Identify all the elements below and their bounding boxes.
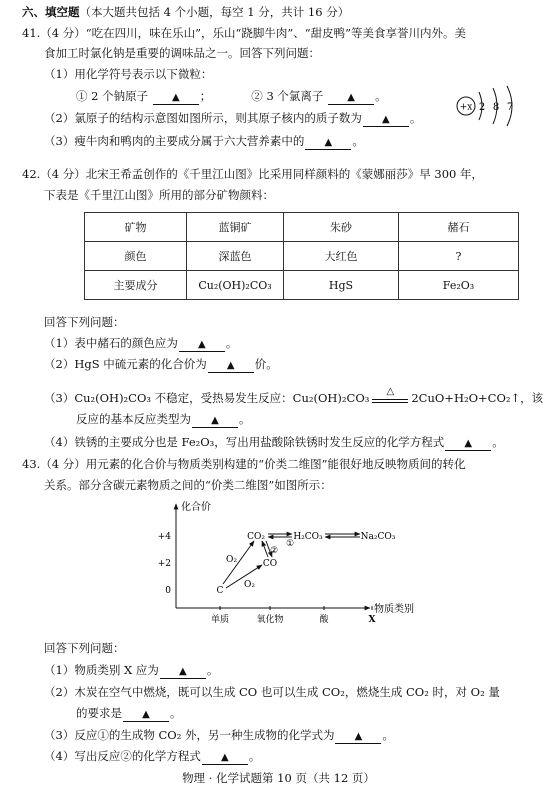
table-row (85, 213, 519, 242)
table-cell: 矿物 (85, 213, 187, 242)
section-heading: 六、填空题（本大题共包括 4 个小题，每空 1 分，共计 16 分） (22, 5, 350, 19)
x-axis-label: 物质类别 (374, 604, 414, 615)
q43-part2-line2: 的要求是▲ 。 (76, 705, 182, 722)
answer-blank[interactable] (305, 136, 351, 150)
q42-ask: 回答下列问题： (44, 315, 125, 329)
q43-stem-line2: 关系。部分含碳元素物质之间的“价类二维图”如图所示： (44, 478, 332, 492)
annotation-o2-upper: O₂ (226, 555, 237, 565)
chart-point-label: CO (262, 559, 278, 569)
annotation-o2-lower: O₂ (244, 580, 255, 590)
answer-blank[interactable] (179, 338, 225, 352)
table-cell: 深蓝色 (187, 242, 284, 271)
x-tick-label: 氧化物 (256, 615, 284, 625)
q42-part1: （1）表中赭石的颜色应为▲ 。 (44, 335, 237, 352)
mineral-pigment-table (84, 212, 519, 300)
heat-condition-arrow (372, 386, 408, 406)
page-footer: 物理 · 化学试题第 10 页（共 12 页） (182, 771, 375, 785)
q41-part1-items: ① 2 个钠原子 ▲ ； ② 3 个氯离子 ▲ 。 (76, 88, 387, 105)
q42-part4: （4）铁锈的主要成分也是 Fe₂O₃，写出用盐酸除铁锈时发生反应的化学方程式▲ 。 (44, 434, 504, 451)
table-cell: 朱砂 (284, 213, 399, 242)
y-tick-label: +2 (157, 559, 171, 569)
valence-category-chart (148, 496, 414, 636)
x-tick-label: 酸 (319, 615, 329, 625)
q43-part3: （3）反应①的生成物 CO₂ 外，另一种生成物的化学式为▲ 。 (44, 727, 394, 744)
table-cell: Cu₂(OH)₂CO₃ (187, 271, 284, 300)
q43-part1: （1）物质类别 X 应为▲ 。 (44, 662, 218, 679)
q42-stem-line2: 下表是《千里江山图》所用的部分矿物颜料： (44, 188, 274, 202)
table-cell: Fe₂O₃ (399, 271, 519, 300)
q43-ask: 回答下列问题： (44, 641, 125, 655)
y-tick-label: 0 (165, 586, 171, 596)
answer-blank[interactable] (328, 91, 374, 105)
q42-part2: （2）HgS 中硫元素的化合价为▲ 价。 (44, 356, 278, 373)
q41-part2: （2）氯原子的结构示意图如图所示，则其原子核内的质子数为▲ 。 (44, 110, 421, 127)
annotation-reaction-2: ② (270, 546, 279, 556)
answer-blank[interactable] (123, 708, 169, 722)
answer-blank[interactable] (445, 437, 491, 451)
answer-blank[interactable] (153, 91, 199, 105)
table-row (85, 242, 519, 271)
table-cell: 颜色 (85, 242, 187, 271)
answer-blank[interactable] (335, 730, 381, 744)
x-tick-label: 单质 (210, 615, 230, 625)
answer-blank[interactable] (160, 665, 206, 679)
q43-stem-line1: 43.（4 分）用元素的化合价与物质类别构建的“价类二维图”能很好地反映物质间的转化 (22, 457, 466, 471)
shell-3-count: 7 (506, 102, 514, 113)
nucleus-label: +x (459, 102, 473, 113)
table-row (85, 271, 519, 300)
q41-part1: （1）用化学符号表示以下微粒： (44, 67, 213, 81)
q42-stem-line1: 42.（4 分）北宋王希孟创作的《千里江山图》比采用同样颜料的《蒙娜丽莎》早 300 年， (22, 167, 484, 181)
table-cell: 赭石 (399, 213, 519, 242)
chart-point-label: CO₂ (247, 532, 265, 542)
chart-point-label: Na₂CO₃ (360, 532, 396, 542)
heat-symbol: △ (386, 386, 395, 397)
q41-part3: （3）瘦牛肉和鸭肉的主要成分属于六大营养素中的▲ 。 (44, 133, 364, 150)
answer-blank[interactable] (192, 414, 238, 428)
table-cell: ? (399, 242, 519, 271)
q43-part2-line1: （2）木炭在空气中燃烧，既可以生成 CO 也可以生成 CO₂，燃烧生成 CO₂ 时，对 O₂ 量 (44, 685, 500, 699)
shell-2-count: 8 (492, 102, 500, 113)
chart-point-label: C (216, 586, 224, 596)
y-axis-label: 化合价 (181, 502, 211, 513)
q42-part3-line1: （3）Cu₂(OH)₂CO₃ 不稳定，受热易发生反应：Cu₂(OH)₂CO₃ △ 2CuO+H₂O+CO₂↑，该 (44, 386, 544, 405)
q43-part4: （4）写出反应②的化学方程式▲ 。 (44, 748, 260, 765)
table-cell: 大红色 (284, 242, 399, 271)
chart-point-label: H₂CO₃ (293, 532, 323, 542)
answer-blank[interactable] (363, 113, 409, 127)
shell-1-count: 2 (478, 102, 486, 113)
q41-stem-line1: 41.（4 分）“吃在四川，味在乐山”，乐山“跷脚牛肉”、“甜皮鸭”等美食享誉川内外。美 (22, 26, 467, 40)
q42-part3-line2: 反应的基本反应类型为▲ 。 (76, 411, 251, 428)
table-cell: HgS (284, 271, 399, 300)
chlorine-atom-diagram (455, 84, 527, 128)
annotation-reaction-1: ① (286, 539, 295, 549)
answer-blank[interactable] (208, 359, 254, 373)
answer-blank[interactable] (202, 751, 248, 765)
x-tick-label: X (368, 615, 376, 625)
table-cell: 主要成分 (85, 271, 187, 300)
q41-stem-line2: 食加工时氯化钠是重要的调味品之一。回答下列问题： (44, 46, 320, 60)
table-cell: 蓝铜矿 (187, 213, 284, 242)
y-tick-label: +4 (157, 532, 171, 542)
